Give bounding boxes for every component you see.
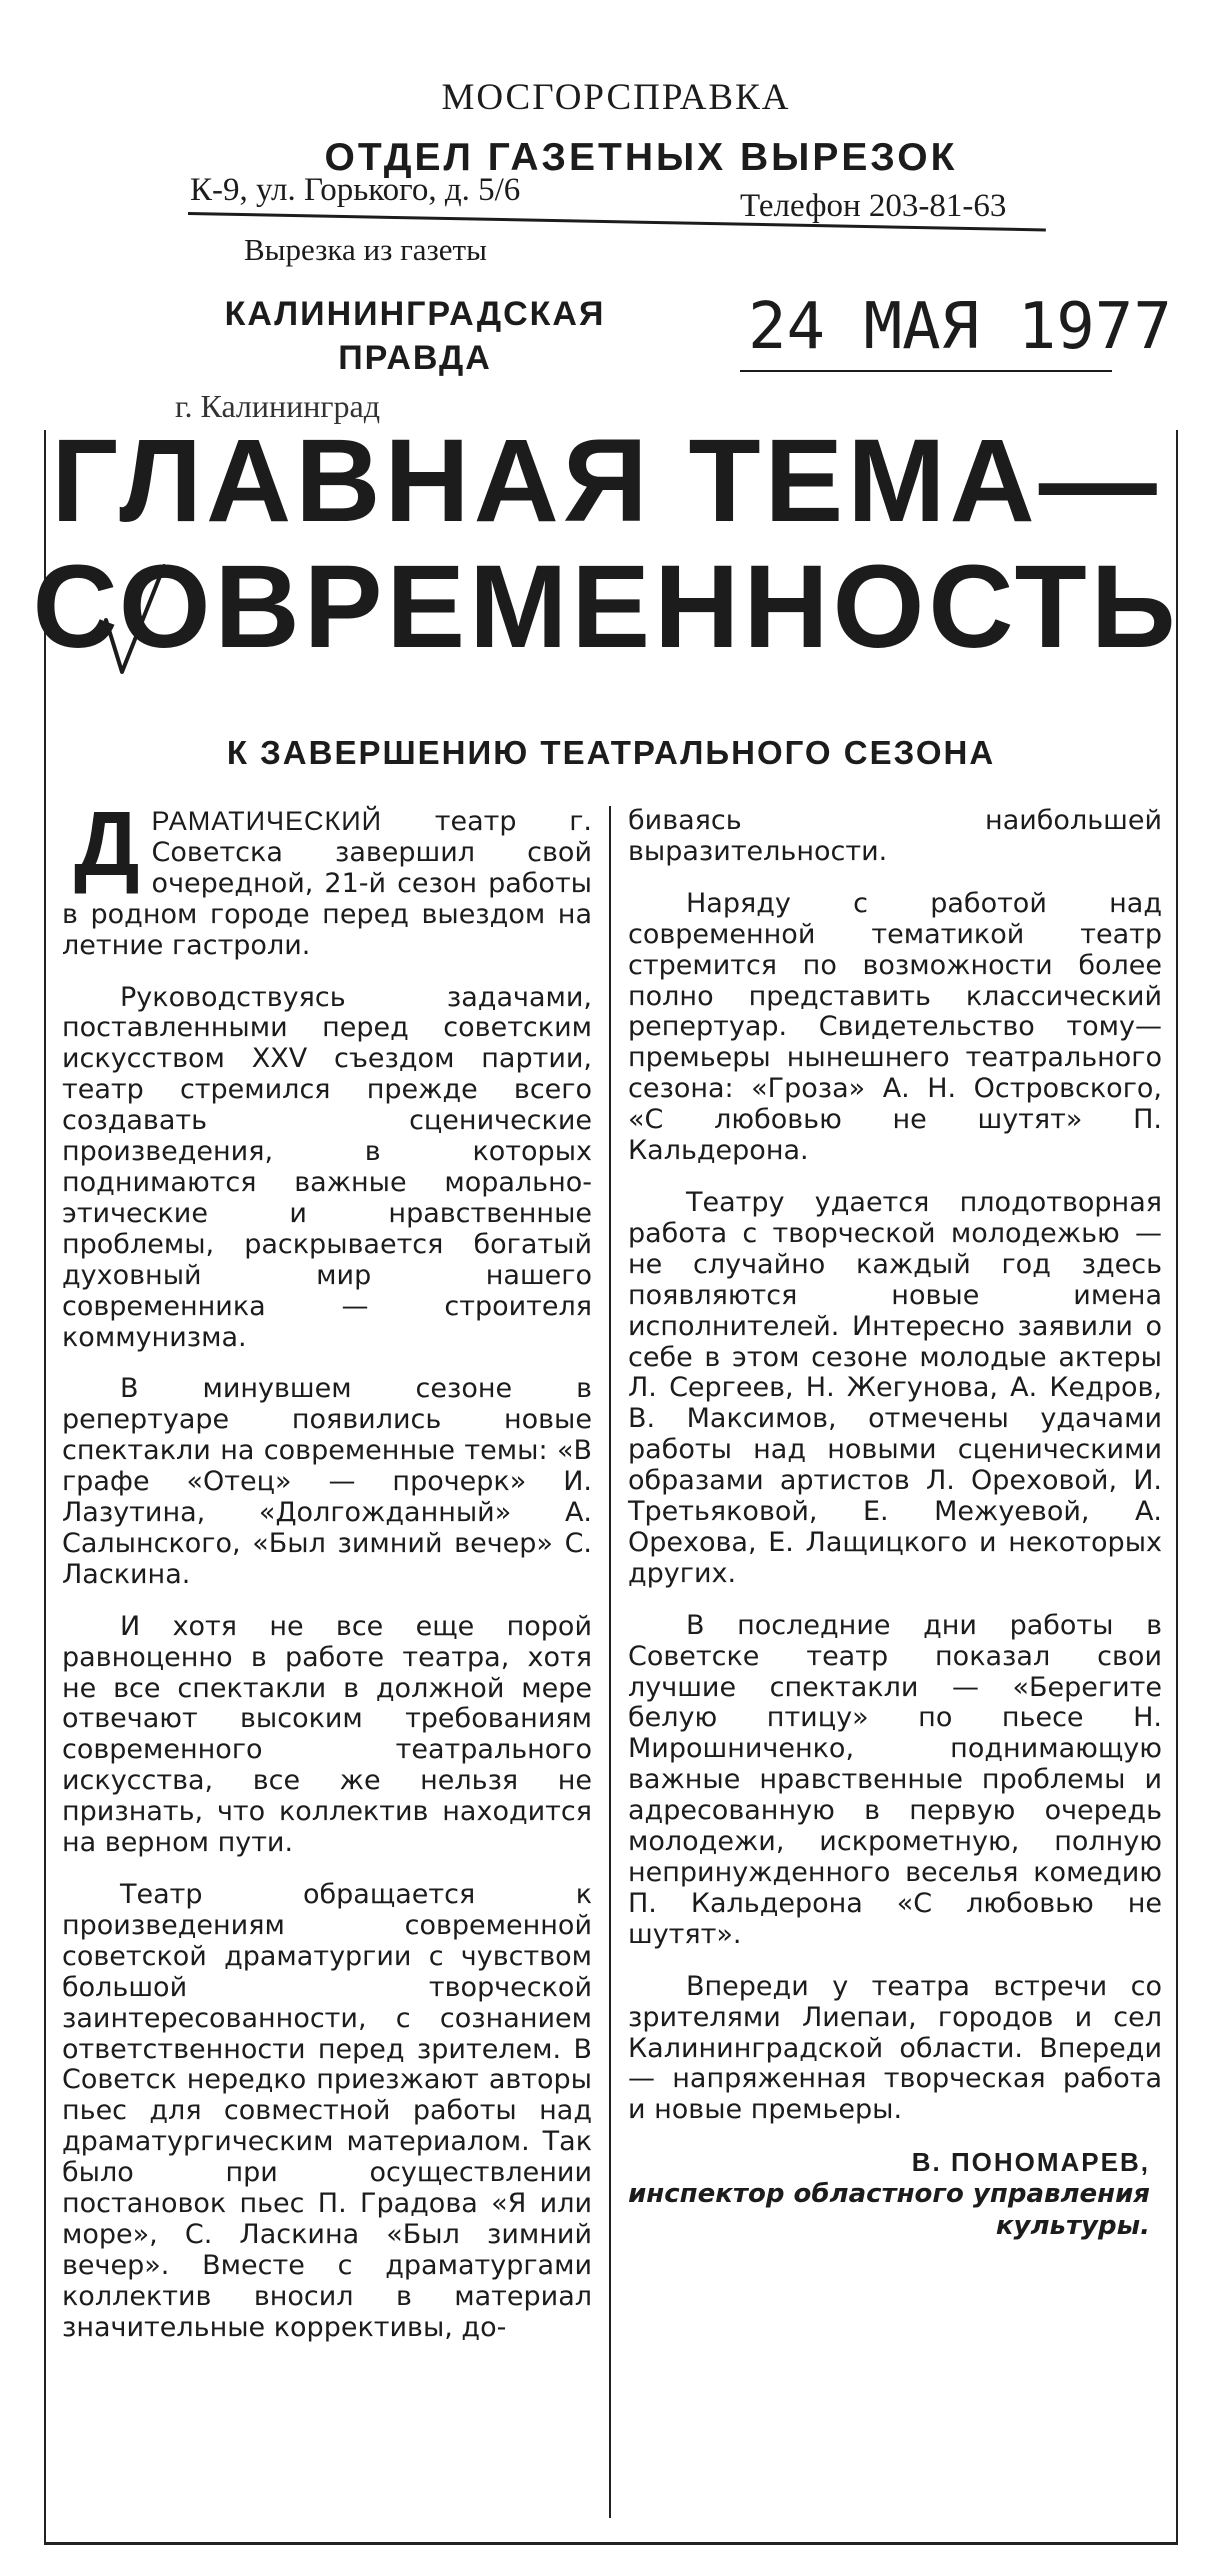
clipping-date: 24 МАЯ 1977 (748, 290, 1172, 364)
subheadline: К ЗАВЕРШЕНИЮ ТЕАТРАЛЬНОГО СЕЗОНА (226, 734, 996, 771)
clipping-source-label: Вырезка из газеты (244, 232, 487, 267)
column-divider (609, 806, 611, 2518)
paragraph-continuation: биваясь наибольшей выразительности. (628, 805, 1162, 867)
date-underline (740, 370, 1112, 372)
headline-line-2: СОВРЕМЕННОСТЬ (32, 541, 1180, 673)
drop-cap: Д (74, 793, 140, 895)
paragraph: И хотя не все еще порой равноценно в работе театра, хотя не все спектакли в должной мере отвечают высоким требованиям современного театрального искусства, все же нельзя не признать, что коллектив находится на верном пути. (62, 1610, 592, 1859)
agency-address: К-9, ул. Горького, д. 5/6 (190, 172, 521, 208)
article-column-2 (628, 806, 1162, 2242)
paragraph: Руководствуясь задачами, поставленными перед советским искусством XXV съездом партии, театр стремился прежде всего создавать сценические произведения, в которых поднимаются важные морально-этические и нравственные проблемы, раскрывается богатый духовный мир нашего современника — строителя коммунизма. (62, 981, 592, 1353)
checkmark-icon (100, 560, 170, 680)
paragraph: Наряду с работой над современной тематикой театр стремится по возможности более полно представить классический репертуар. Свидетельство тому—премьеры нынешнего театрального сезона: «Гроза» А. Н. Островского, «С любовью не шутят» П. Кальдерона. (628, 887, 1162, 1167)
lead-paragraph (62, 793, 592, 962)
paragraph: Театру удается плодотворная работа с творческой молодежью — не случайно каждый год здесь появляются новые имена исполнителей. Интересно заявили о себе в этом сезоне молодые актеры Л. Сергеев, Н. Жегунова, А. Кедров, В. Максимов, отмечены удачами работы над новыми сценическими образами артистов Л. Ореховой, И. Третьяковой, Е. Межуевой, А. Орехова, Е. Лащицкого и некоторых других. (628, 1186, 1162, 1589)
department-name: ОТДЕЛ ГАЗЕТНЫХ ВЫРЕЗОК (324, 136, 958, 179)
lead-caps: РАМАТИЧЕСКИЙ (151, 806, 383, 836)
headline (0, 415, 1212, 673)
lead-text: театр г. Советска завершил свой очередной, 21-й сезон работы в родном городе перед выездом на летние гастроли. (62, 806, 592, 961)
author-signature (628, 2147, 1162, 2242)
paragraph: В минувшем сезоне в репертуаре появились новые спектакли на современные темы: «В графе «Отец» — прочерк» И. Лазутина, «Долгожданный» А. Салынского, «Был зимний вечер» С. Ласкина. (62, 1373, 592, 1590)
dateline-city: г. Калининград (175, 388, 380, 424)
agency-phone: Телефон 203-81-63 (740, 188, 1007, 224)
author-title: инспектор областного управления культуры. (628, 2179, 1150, 2242)
article-column-1 (62, 793, 592, 2365)
headline-line-1: ГЛАВНАЯ ТЕМА— (51, 415, 1161, 547)
agency-name: МОСГОРСПРАВКА (441, 77, 791, 118)
paragraph: Впереди у театра встречи со зрителями Лиепаи, городов и сел Калининградской области. Впереди — напряженная творческая работа и новые премьеры. (628, 1970, 1162, 2126)
paragraph: В последние дни работы в Советске театр показал свои лучшие спектакли — «Берегите белую птицу» по пьесе Н. Мирошниченко, поднимающую важные нравственные проблемы и адресованную в первую очередь молодежи, искрометную, полную непринужденного веселья комедию П. Кальдерона «С любовью не шутят». (628, 1609, 1162, 1950)
paragraph: Театр обращается к произведениям современной советской драматургии с чувством большой творческой заинтересованности, с сознанием ответственности перед зрителем. В Советск нередко приезжают авторы пьес для совместной работы над драматургическим материалом. Так было при осуществлении постановок пьес П. Градова «Я или море», С. Ласкина «Был зимний вечер». Вместе с драматургами коллектив вносил в материал значительные коррективы, до- (62, 1879, 592, 2343)
author-name: В. ПОНОМАРЕВ, (911, 2147, 1150, 2178)
newspaper-name: КАЛИНИНГРАДСКАЯ ПРАВДА (224, 295, 606, 377)
